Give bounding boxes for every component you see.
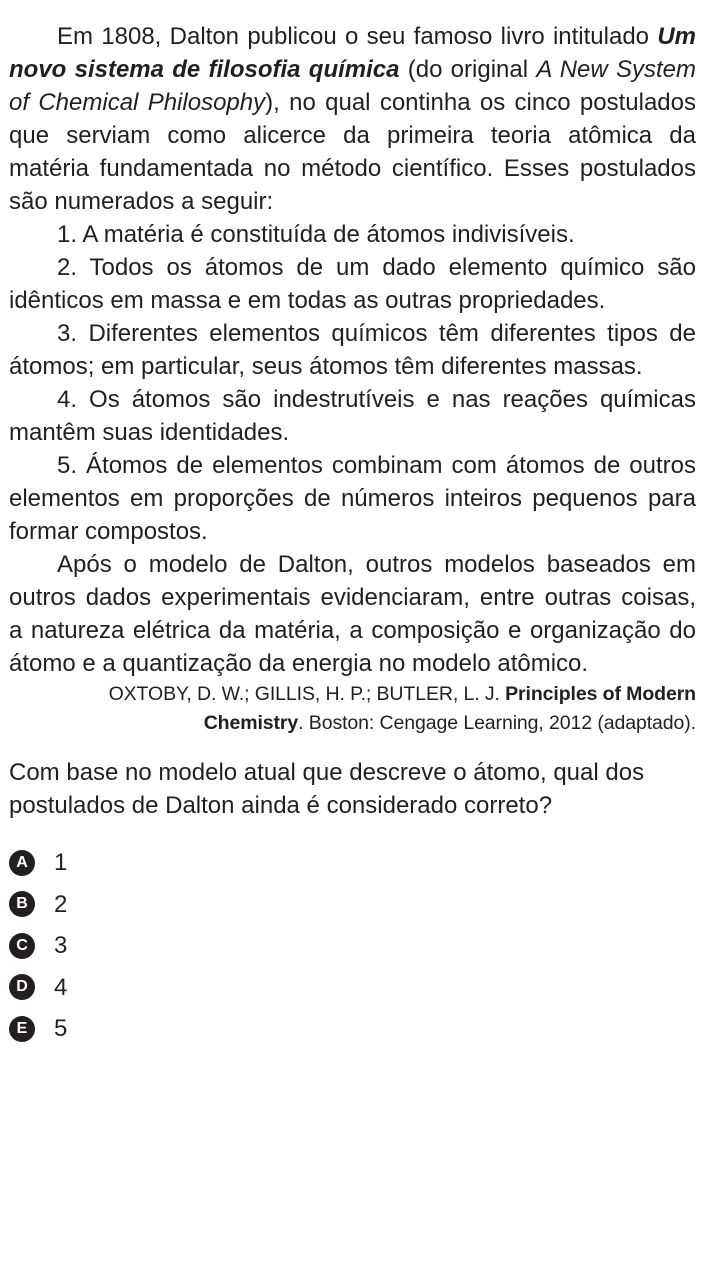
option-e[interactable] bbox=[9, 1008, 696, 1050]
source-publisher: . Boston: Cengage Learning, 2012 (adaptado). bbox=[298, 712, 696, 734]
option-c[interactable] bbox=[9, 925, 696, 967]
option-b-letter-badge: B bbox=[9, 891, 35, 917]
book-title-english: A New System of Chemical Philosophy bbox=[9, 56, 696, 116]
postulate-2: 2. Todos os átomos de um dado elemento químico são idênticos em massa e em todas as outras propriedades. bbox=[9, 254, 696, 314]
closing-paragraph: Após o modelo de Dalton, outros modelos baseados em outros dados experimentais evidenciaram, entre outras coisas, a natureza elétrica da matéria, a composição e organização do átomo e a quantização da energia no modelo atômico. bbox=[9, 551, 696, 677]
source-line-1 bbox=[9, 680, 696, 709]
source-title-part-1: Principles of Modern bbox=[505, 683, 696, 705]
book-title-portuguese: Um novo sistema de filosofia química bbox=[9, 23, 696, 83]
postulate-3: 3. Diferentes elementos químicos têm diferentes tipos de átomos; em particular, seus átomos têm diferentes massas. bbox=[9, 320, 696, 380]
option-e-letter-badge: E bbox=[9, 1016, 35, 1042]
intro-prefix: Em 1808, Dalton publicou o seu famoso livro intitulado bbox=[57, 23, 658, 50]
intro-suffix: ), no qual continha os cinco postulados que serviam como alicerce da primeira teoria atômica da matéria fundamentada no método científico. Esses postulados são numerados a seguir: bbox=[9, 89, 696, 215]
intro-middle: (do original bbox=[399, 56, 537, 83]
postulate-1: 1. A matéria é constituída de átomos indivisíveis. bbox=[57, 221, 575, 248]
option-a[interactable] bbox=[9, 842, 696, 884]
option-c-value: 3 bbox=[54, 932, 68, 960]
option-d[interactable] bbox=[9, 967, 696, 1009]
option-d-letter-badge: D bbox=[9, 974, 35, 1000]
option-e-value: 5 bbox=[54, 1015, 68, 1043]
answer-options bbox=[9, 842, 696, 1050]
postulate-4: 4. Os átomos são indestrutíveis e nas reações químicas mantêm suas identidades. bbox=[9, 386, 696, 446]
source-line-2 bbox=[9, 709, 696, 738]
source-citation bbox=[9, 680, 696, 738]
option-b-value: 2 bbox=[54, 890, 68, 918]
source-authors: OXTOBY, D. W.; GILLIS, H. P.; BUTLER, L. J. bbox=[108, 683, 506, 705]
option-c-letter-badge: C bbox=[9, 933, 35, 959]
option-a-value: 1 bbox=[54, 849, 68, 877]
option-d-value: 4 bbox=[54, 973, 68, 1001]
postulate-5: 5. Átomos de elementos combinam com átomos de outros elementos em proporções de números inteiros pequenos para formar compostos. bbox=[9, 452, 696, 545]
option-a-letter-badge: A bbox=[9, 850, 35, 876]
source-title-part-2: Chemistry bbox=[203, 712, 299, 734]
question-text: Com base no modelo atual que descreve o átomo, qual dos postulados de Dalton ainda é considerado correto? bbox=[9, 759, 645, 819]
option-b[interactable] bbox=[9, 884, 696, 926]
intro-paragraph bbox=[9, 20, 696, 218]
